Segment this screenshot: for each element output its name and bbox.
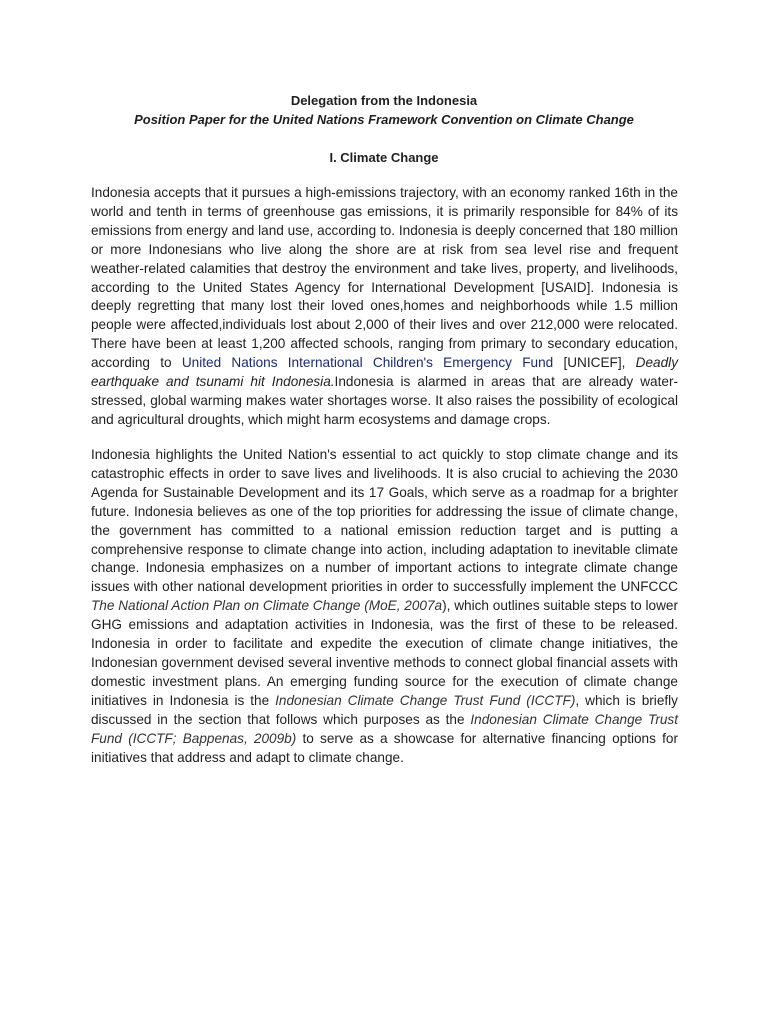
paragraph1-text-b: [UNICEF],	[553, 355, 636, 371]
unicef-article-title: Deadly earthquake and tsunami hit Indonesia.	[91, 355, 678, 390]
paragraph-un-action	[91, 446, 678, 767]
unicef-link[interactable]: United Nations International Children's Emergency Fund	[181, 355, 554, 371]
action-plan-title: The National Action Plan on Climate Change (MoE, 2007a	[91, 598, 443, 614]
paragraph1-text-c: Indonesia is alarmed in areas that are already water-stressed, global warming makes water shortages worse. It also raises the possibility of ecological and agricultural droughts, which might harm ecosystems and damage crops.	[91, 374, 678, 427]
icctf-title: Indonesian Climate Change Trust Fund (ICCTF)	[275, 692, 576, 708]
paragraph-climate-impacts	[91, 184, 678, 430]
icctf-reference: Indonesian Climate Change Trust Fund (ICCTF; Bappenas, 2009b)	[91, 711, 679, 746]
section-heading: I. Climate Change	[329, 150, 439, 165]
delegation-heading: Delegation from the Indonesia	[290, 93, 478, 108]
paper-subtitle: Position Paper for the United Nations Framework Convention on Climate Change	[134, 112, 634, 127]
paragraph2-text-b: ), which outlines suitable steps to lower GHG emissions and adaptation activities in Indonesia, was the first of these to be released. Indonesia in order to facilitate and expedite the execution of climate change initiatives, the Indonesian government devised several inventive methods to connect global financial assets with domestic investment plans. An emerging funding source for the execution of climate change initiatives in Indonesia is the	[91, 598, 678, 708]
paragraph2-text-c: , which is briefly discussed in the section that follows which purposes as the	[91, 692, 678, 727]
paragraph1-text-a: Indonesia accepts that it pursues a high-emissions trajectory, with an economy ranked 16th in the world and tenth in terms of greenhouse gas emissions, it is primarily responsible for 84% of its emissions from energy and land use, according to. Indonesia is deeply concerned that 180 million or more Indonesians who live along the shore are at risk from sea level rise and frequent weather-related calamities that destroy the environment and take lives, property, and livelihoods, according to the United States Agency for International Development [USAID]. Indonesia is deeply regretting that many lost their loved ones,homes and neighborhoods while 1.5 million people were affected,individuals lost about 2,000 of their lives and over 212,000 were relocated. There have been at least 1,200 affected schools, ranging from primary to secondary education, according to	[91, 185, 678, 371]
paragraph2-text-a: Indonesia highlights the United Nation's essential to act quickly to stop climate change and its catastrophic effects in order to save lives and livelihoods. It is also crucial to achieving the 2030 Agenda for Sustainable Development and its 17 Goals, which serve as a roadmap for a brighter future. Indonesia believes as one of the top priorities for addressing the issue of climate change, the government has committed to a national emission reduction target and is putting a comprehensive response to climate change into action, including adaptation to inevitable climate change. Indonesia emphasizes on a number of important actions to integrate climate change issues with other national development priorities in order to successfully implement the UNFCCC	[91, 447, 678, 595]
paragraph2-text-d: to serve as a showcase for alternative financing options for initiatives that address and adapt to climate change.	[91, 730, 678, 765]
